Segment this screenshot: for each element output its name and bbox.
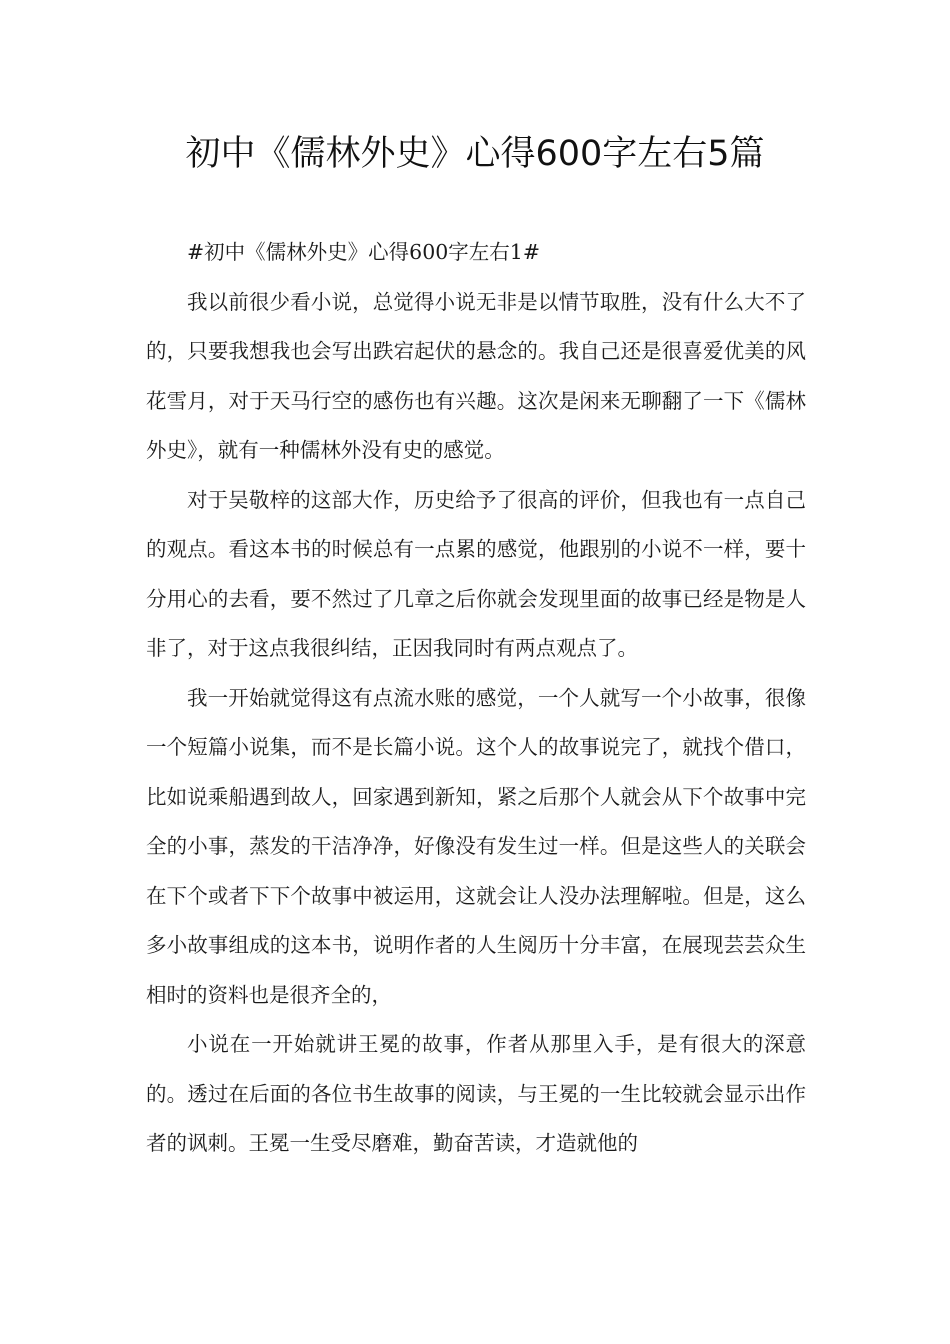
paragraph: 我一开始就觉得这有点流水账的感觉，一个人就写一个小故事，很像一个短篇小说集，而不是长篇小说。这个人的故事说完了，就找个借口，比如说乘船遇到故人，回家遇到新知，紧之后那个人就会从下个故事中完全的小事，蒸发的干洁净净，好像没有发生过一样。但是这些人的关联会在下个或者下下个故事中被运用，这就会让人没办法理解啦。但是，这么多小故事组成的这本书，说明作者的人生阅历十分丰富，在展现芸芸众生相时的资料也是很齐全的， [146,685,806,1007]
paragraph: 我以前很少看小说，总觉得小说无非是以情节取胜，没有什么大不了的，只要我想我也会写出跌宕起伏的悬念的。我自己还是很喜爱优美的风花雪月，对于天马行空的感伤也有兴趣。这次是闲来无聊翻了一下《儒林外史》，就有一种儒林外没有史的感觉。 [146,289,806,462]
document-body [146,228,806,1169]
paragraph: 对于吴敬梓的这部大作，历史给予了很高的评价，但我也有一点自己的观点。看这本书的时候总有一点累的感觉，他跟别的小说不一样，要十分用心的去看，要不然过了几章之后你就会发现里面的故事已经是物是人非了，对于这点我很纠结，正因我同时有两点观点了。 [146,487,806,660]
paragraph: 小说在一开始就讲王冕的故事，作者从那里入手，是有很大的深意的。透过在后面的各位书生故事的阅读，与王冕的一生比较就会显示出作者的讽刺。王冕一生受尽磨难，勤奋苦读，才造就他的 [146,1032,806,1155]
section-heading: #初中《儒林外史》心得600字左右1# [187,240,541,264]
document-title: 初中《儒林外史》心得600字左右5篇 [185,134,765,174]
